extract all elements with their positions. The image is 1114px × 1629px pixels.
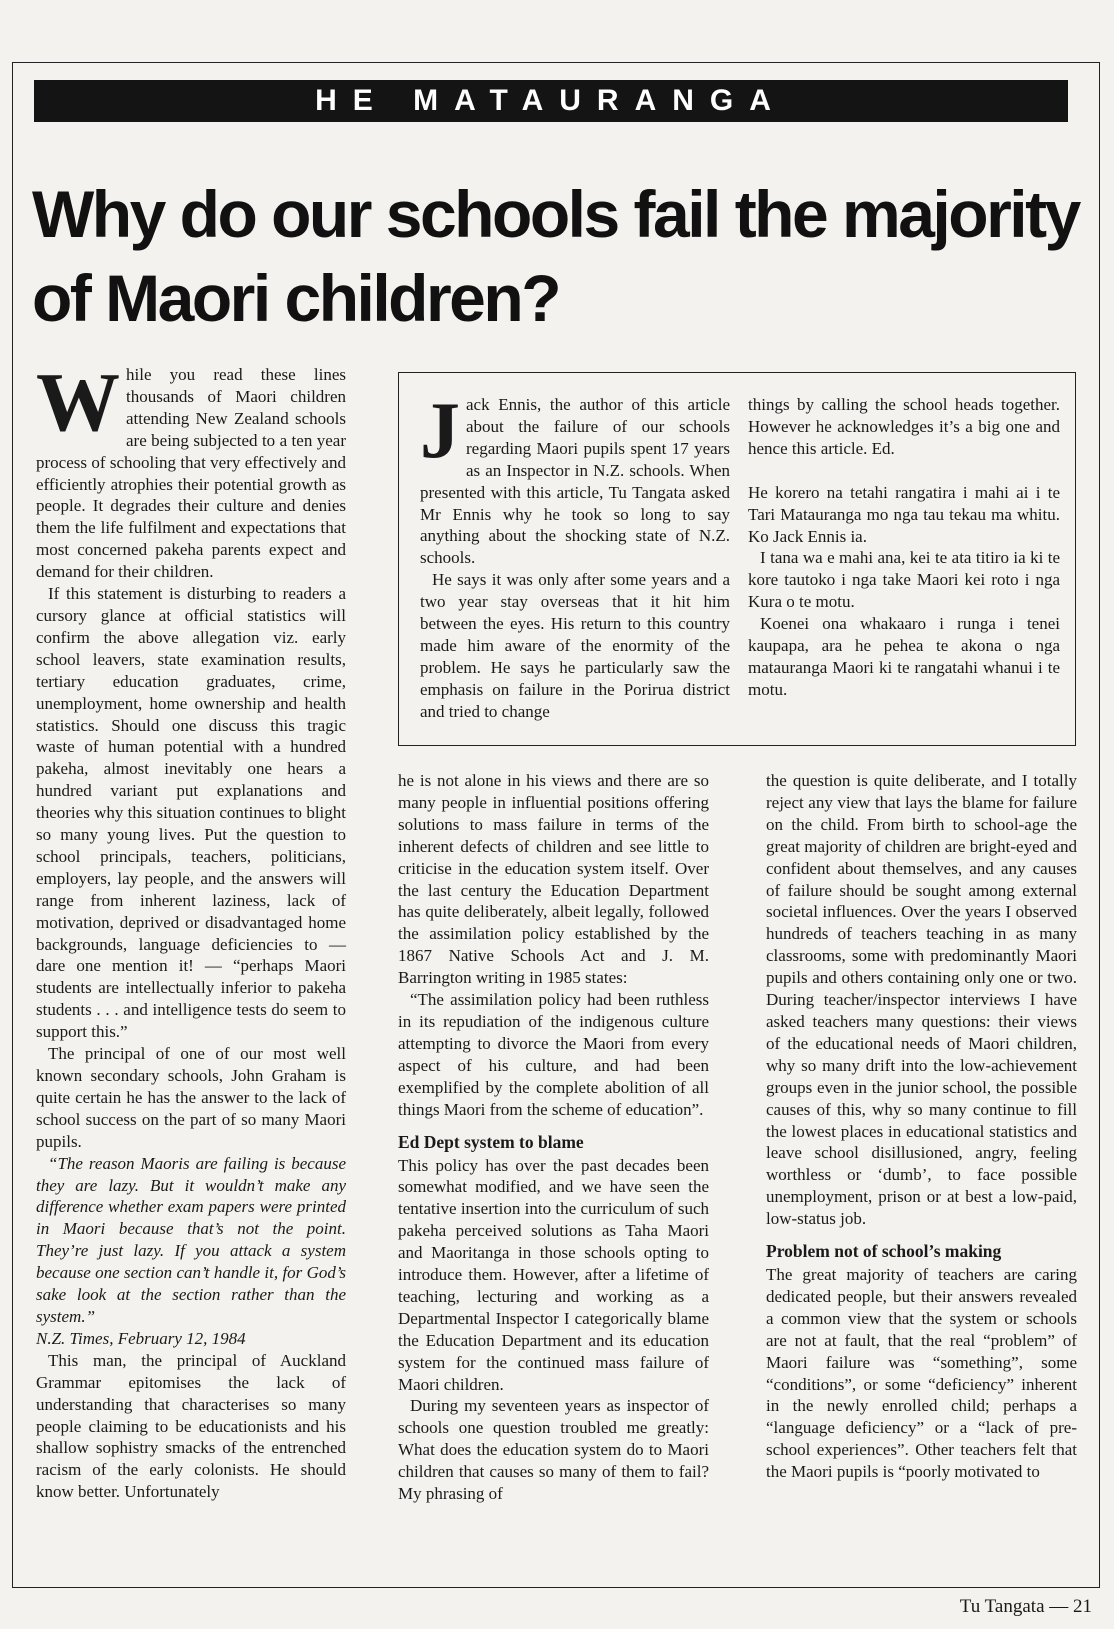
paragraph: The principal of one of our most well known secondary schools, John Graham is quite certain he has the answer to the lack of school success on the part of so many Maori pupils.	[36, 1044, 346, 1151]
subheading: Problem not of school’s making	[766, 1241, 1002, 1262]
paragraph: This man, the principal of Auckland Grammar epitomises the lack of understanding that characterises so many people claiming to be educationists and his shallow sophistry smacks of the entrenched racism of the early colonists. He should know better. Unfortunately	[36, 1350, 346, 1502]
paragraph: things by calling the school heads together. However he acknowledges it’s a big one and hence this article. Ed.	[748, 395, 1060, 458]
editor-note-column-2	[748, 394, 1060, 701]
page-footer: Tu Tangata — 21	[959, 1596, 1092, 1617]
paragraph: He says it was only after some years and a two year stay overseas that it hit him between the eyes. His return to this country made him aware of the enormity of the problem. He says he particularly saw the emphasis on failure in the Porirua district and tried to change	[420, 570, 730, 721]
article-column-3	[766, 770, 1077, 1483]
article-column-1	[36, 356, 346, 1503]
paragraph: Koenei ona whakaaro i runga i tenei kaupapa, ara he pehea te akona o nga matauranga Maori ki te rangatahi whanui i te motu.	[748, 614, 1060, 699]
subheading: Ed Dept system to blame	[398, 1131, 584, 1152]
paragraph: “The assimilation policy had been ruthless in its repudiation of the indigenous culture attempting to divorce the Maori from every aspect of his culture, and had been exemplified by the complete abolition of all things Maori from the scheme of education”.	[398, 990, 709, 1119]
paragraph: Jack Ennis, the author of this article about the failure of our schools regarding Maori pupils spent 17 years as an Inspector in N.Z. schools. When presented with this article, Tu Tangata asked Mr Ennis why he took so long to say anything about the shocking state of N.Z. schools.	[420, 387, 730, 568]
paragraph: While you read these lines thousands of Maori children attending New Zealand schools are being subjected to a ten year process of schooling that very effectively and efficiently atrophies their potential growth as people. It degrades their culture and denies them the life fulfilment and expectations that most concerned pakeha parents expect and demand for their children.	[36, 356, 346, 582]
paragraph: he is not alone in his views and there are so many people in influential positions offering solutions to mass failure in terms of the inherent defects of children and see little to criticise in the education system itself. Over the last century the Education Department has quite deliberately, albeit legally, followed the assimilation policy established by the 1867 Native Schools Act and J. M. Barrington writing in 1985 states:	[398, 771, 709, 988]
paragraph: If this statement is disturbing to readers a cursory glance at official statistics will confirm the above allegation viz. early school leavers, state examination results, tertiary education graduates, crime, unemployment, home ownership and health statistics. Should one discuss this tragic waste of human potential with a hundred pakeha, almost inevitably one hears a hundred variant put explanations and theories why this situation continues to blight so many young lives. Put the question to school principals, teachers, politicians, employers, lay people, and the answers will range from inherent laziness, lack of motivation, deprived or disadvantaged home backgrounds, language deficiencies to — dare one mention it! — “perhaps Maori students are intellectually inferior to pakeha students . . . and intelligence tests do seem to support this.”	[36, 584, 346, 1042]
headline: Why do our schools fail the majority of Maori children?	[32, 177, 1079, 335]
block-quote: “The reason Maoris are failing is because they are lazy. But it wouldn’t make any difference whether exam papers were printed in Maori because that’s not the point. They’re just lazy. If you attack a system because one section can’t handle it, for God’s sake look at the section rather than the system.”	[36, 1153, 346, 1326]
paragraph: This policy has over the past decades been somewhat modified, and we have seen the tentative insertion into the curriculum of such pakeha perceived solutions as Taha Maori and Maoritanga in those schools opting to introduce them. However, after a lifetime of teaching, lecturing and working as a Departmental Inspector I categorically blame the Education Department and its education system for the continued mass failure of Maori children.	[398, 1155, 709, 1394]
paragraph: the question is quite deliberate, and I totally reject any view that lays the blame for failure on the child. From birth to school-age the great majority of children are bright-eyed and confident about themselves, and any causes of failure should be sought among external societal influences. Over the years I observed hundreds of teachers teaching in as many classrooms, some with predominantly Maori pupils and others containing only one or two. During teacher/inspector interviews I have asked teachers many questions: their views of the educational needs of Maori children, why so many drift into the low-achievement groups even in the junior school, the possible causes of this, why so many continue to fill the lowest places in educational statistics and leave school disillusioned, angry, feeling worthless or ‘dumb’, to face possible unemployment, prison or at best a low-paid, low-status job.	[766, 771, 1077, 1229]
paragraph: The great majority of teachers are caring dedicated people, but their answers revealed a common view that the system or schools are not at fault, that the real “problem” of Maori failure was “something”, some “conditions”, or some “deficiency” inherent in the newly enrolled child; perhaps a “language deficiency” or a “lack of pre-school experiences”. Other teachers felt that the Maori pupils is “poorly motivated to	[766, 1265, 1077, 1482]
quote-source: N.Z. Times, February 12, 1984	[36, 1328, 246, 1348]
paragraph: He korero na tetahi rangatira i mahi ai i te Tari Matauranga mo nga tau tekau ma whitu. Ko Jack Ennis ia.	[748, 482, 1060, 546]
section-banner: HE MATAURANGA	[34, 80, 1068, 122]
paragraph: During my seventeen years as inspector of schools one question troubled me greatly: What does the education system do to Maori children that causes so many of them to fail? My phrasing of	[398, 1396, 709, 1504]
editor-note-column-1	[420, 387, 730, 723]
drop-cap: W	[36, 356, 120, 449]
drop-cap: J	[420, 387, 460, 475]
paragraph: I tana wa e mahi ana, kei te ata titiro ia ki te kore tautoko i nga take Maori kei roto i nga Kura o te motu.	[748, 548, 1060, 612]
article-column-2	[398, 770, 709, 1505]
